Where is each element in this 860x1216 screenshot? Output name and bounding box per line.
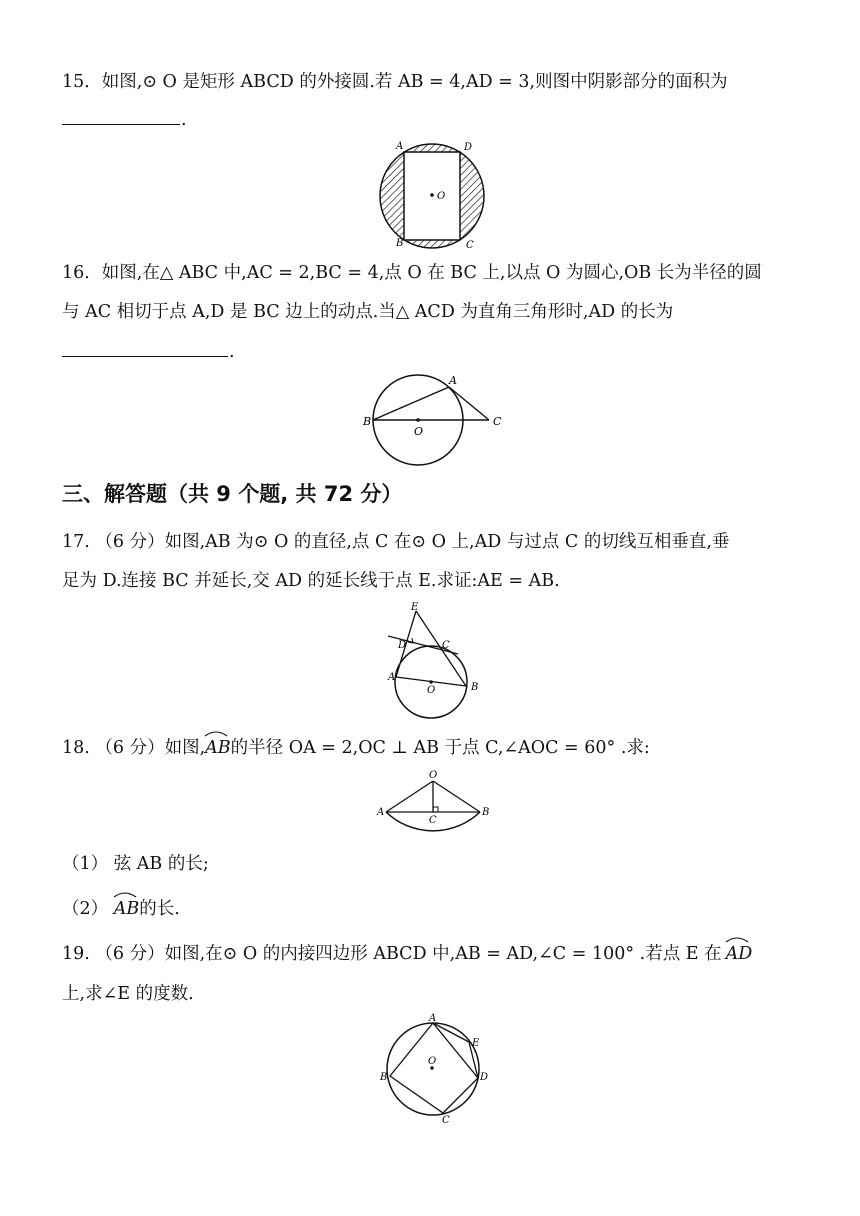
q19-label-e: E (472, 1038, 480, 1049)
q16-text-line1: 16．如图,在△ ABC 中,AC = 2,BC = 4,点 O 在 BC 上,以点 O 为圆心,OB 长为半径的圆 (62, 263, 762, 283)
q19-label-d: D (480, 1072, 489, 1083)
q18-arc-symbol (203, 729, 229, 737)
q19-arc-label: AD (725, 944, 753, 964)
q17-label-d: D (398, 640, 407, 651)
q17-label-e: E (411, 602, 419, 613)
q18-radius-oa (386, 781, 433, 812)
q16-figure (360, 370, 510, 466)
q19-text-line2: 上,求∠E 的度数. (62, 984, 194, 1004)
q18-sub2-prefix: （2） (62, 899, 114, 919)
q19-label-c: C (442, 1115, 450, 1124)
q16-label-a: A (449, 374, 457, 387)
q18-sub2-arc-label: AB (113, 899, 140, 919)
q16-segment-ac (449, 387, 489, 420)
q18-label-o: O (429, 770, 438, 781)
q17-center-point (429, 680, 432, 683)
q19-label-o: O (428, 1056, 437, 1067)
q18-arc-label: AB (205, 738, 231, 758)
q15-label-c: C (466, 240, 474, 251)
q19-segment-ae (433, 1023, 469, 1042)
q16-center-point (416, 418, 420, 422)
q18-text-part2: 的半径 OA = 2,OC ⊥ AB 于点 C,∠AOC = 60° .求: (230, 738, 650, 758)
q18-text-line1 (62, 736, 810, 760)
q15-period: . (181, 110, 187, 130)
q18-sub2-suffix: 的长. (139, 899, 180, 919)
q15-center-point (430, 193, 434, 197)
q17-line-be (416, 611, 466, 686)
q17-label-c: C (442, 640, 450, 651)
q16-label-b: B (363, 415, 372, 428)
q15-label-o: O (437, 191, 446, 202)
q17-label-a: A (388, 672, 396, 683)
q18-text-part1: 18. （6 分）如图, (62, 738, 206, 758)
q16-label-c: C (493, 415, 502, 428)
q15-label-b: B (396, 238, 404, 249)
q18-sub2-arc (114, 897, 140, 921)
q15-label-a: A (396, 141, 404, 152)
q16-label-o: O (414, 425, 424, 438)
q18-subquestion-1: （1） 弦 AB 的长; (62, 854, 209, 874)
q15-answer-blank (62, 124, 180, 125)
q19-figure (376, 1012, 496, 1124)
q17-label-b: B (471, 682, 479, 693)
q17-text-line2: 足为 D.连接 BC 并延长,交 AD 的延长线于点 E.求证:AE = AB. (62, 571, 560, 591)
q19-text-line1 (62, 942, 810, 966)
q19-label-a: A (429, 1013, 437, 1024)
q17-label-o: O (427, 685, 436, 696)
q18-label-b: B (482, 807, 490, 818)
q17-figure (380, 600, 490, 720)
q19-label-b: B (380, 1072, 388, 1083)
q19-arc-ad (726, 942, 753, 966)
q18-right-angle-mark (433, 807, 438, 812)
q15-text: 15．如图,⊙ O 是矩形 ABCD 的外接圆.若 AB = 4,AD = 3,则图中阴影部分的面积为 (62, 72, 728, 92)
q15-label-d: D (464, 142, 473, 153)
q16-text-line2: 与 AC 相切于点 A,D 是 BC 边上的动点.当△ ACD 为直角三角形时,AD 的长为 (62, 302, 674, 322)
q18-subquestion-2 (62, 897, 810, 921)
q18-figure (374, 768, 494, 848)
q16-segment-ba (373, 387, 449, 420)
q18-label-a: A (377, 807, 385, 818)
q18-label-c: C (429, 815, 437, 826)
q18-radius-ob (433, 781, 480, 812)
q18-arc-ab (205, 736, 231, 760)
q15-figure (370, 138, 500, 254)
q18-sub2-arc-symbol (112, 890, 138, 898)
q19-text-part1: 19. （6 分）如图,在⊙ O 的内接四边形 ABCD 中,AB = AD,∠C = 100° .若点 E 在 (62, 944, 722, 964)
q17-text-line1: 17. （6 分）如图,AB 为⊙ O 的直径,点 C 在⊙ O 上,AD 与过点 C 的切线互相垂直,垂 (62, 532, 730, 552)
q16-answer-blank (62, 356, 228, 357)
q16-period: . (229, 342, 235, 362)
q19-arc-symbol (724, 935, 750, 943)
section-heading: 三、解答题（共 9 个题, 共 72 分） (62, 482, 403, 506)
